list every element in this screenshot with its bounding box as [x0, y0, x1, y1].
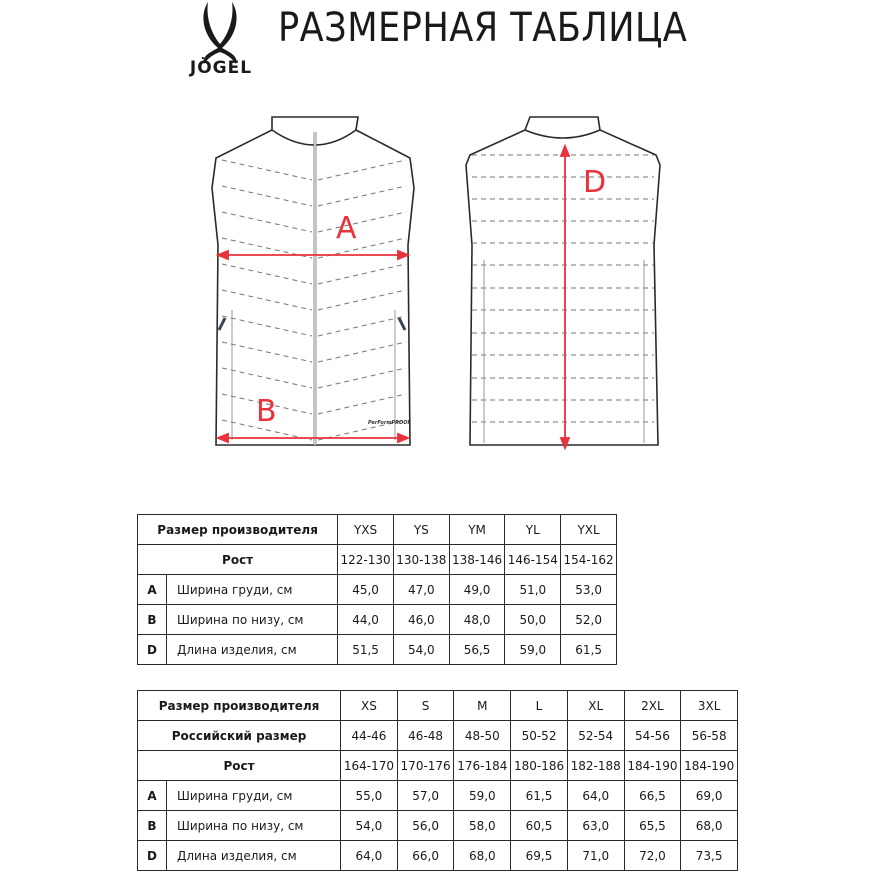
measure-code: D	[138, 635, 167, 665]
table-row	[138, 635, 617, 665]
measure-code: B	[138, 811, 167, 841]
value-cell: 66,0	[397, 841, 454, 871]
height-cell: 164-170	[341, 751, 398, 781]
value-cell: 61,5	[561, 635, 617, 665]
value-cell: 72,0	[624, 841, 681, 871]
measure-code: A	[138, 575, 167, 605]
value-cell: 44,0	[338, 605, 394, 635]
size-cell: YL	[505, 515, 561, 545]
value-cell: 64,0	[341, 841, 398, 871]
size-cell: YXS	[338, 515, 394, 545]
ru-size-cell: 52-54	[567, 721, 624, 751]
value-cell: 59,0	[505, 635, 561, 665]
value-cell: 69,0	[681, 781, 738, 811]
value-cell: 60,5	[511, 811, 568, 841]
value-cell: 56,5	[449, 635, 505, 665]
measure-code: B	[138, 605, 167, 635]
height-cell: 184-190	[681, 751, 738, 781]
ru-size-cell: 56-58	[681, 721, 738, 751]
value-cell: 63,0	[567, 811, 624, 841]
table-row	[138, 691, 738, 721]
measure-code: D	[138, 841, 167, 871]
height-cell: 182-188	[567, 751, 624, 781]
size-cell: S	[397, 691, 454, 721]
value-cell: 69,5	[511, 841, 568, 871]
value-cell: 66,5	[624, 781, 681, 811]
value-cell: 54,0	[393, 635, 449, 665]
size-cell: XS	[341, 691, 398, 721]
height-cell: 122-130	[338, 545, 394, 575]
brand-wordmark: JÖGEL	[189, 58, 253, 78]
table-row	[138, 545, 617, 575]
size-cell: XL	[567, 691, 624, 721]
measure-label: Ширина груди, см	[167, 781, 341, 811]
header-label: Размер производителя	[138, 515, 338, 545]
ru-size-cell: 54-56	[624, 721, 681, 751]
table-row	[138, 515, 617, 545]
height-cell: 146-154	[505, 545, 561, 575]
value-cell: 68,0	[681, 811, 738, 841]
youth-size-table	[137, 514, 617, 665]
ru-size-cell: 44-46	[341, 721, 398, 751]
measure-code: A	[138, 781, 167, 811]
measure-label: Длина изделия, см	[167, 635, 338, 665]
label-b: B	[256, 394, 277, 429]
table-row	[138, 575, 617, 605]
vest-diagram	[0, 100, 875, 470]
ru-size-label: Российский размер	[138, 721, 341, 751]
value-cell: 51,5	[338, 635, 394, 665]
value-cell: 47,0	[393, 575, 449, 605]
height-cell: 138-146	[449, 545, 505, 575]
adult-size-table	[137, 690, 738, 871]
ru-size-cell: 46-48	[397, 721, 454, 751]
measure-label: Длина изделия, см	[167, 841, 341, 871]
table-row	[138, 605, 617, 635]
measure-label: Ширина по низу, см	[167, 811, 341, 841]
value-cell: 58,0	[454, 811, 511, 841]
value-cell: 45,0	[338, 575, 394, 605]
ru-size-cell: 48-50	[454, 721, 511, 751]
vest-back	[466, 117, 660, 445]
value-cell: 51,0	[505, 575, 561, 605]
label-d: D	[583, 165, 607, 200]
svg-text:PerFormPROOF: PerFormPROOF	[368, 420, 411, 426]
table-row	[138, 751, 738, 781]
table-row	[138, 781, 738, 811]
size-cell: YM	[449, 515, 505, 545]
table-row	[138, 811, 738, 841]
value-cell: 65,5	[624, 811, 681, 841]
page-title: РАЗМЕРНАЯ ТАБЛИЦА	[278, 5, 688, 51]
height-cell: 180-186	[511, 751, 568, 781]
measure-label: Ширина по низу, см	[167, 605, 338, 635]
value-cell: 56,0	[397, 811, 454, 841]
value-cell: 73,5	[681, 841, 738, 871]
height-cell: 176-184	[454, 751, 511, 781]
ru-size-cell: 50-52	[511, 721, 568, 751]
value-cell: 52,0	[561, 605, 617, 635]
height-cell: 130-138	[393, 545, 449, 575]
value-cell: 61,5	[511, 781, 568, 811]
value-cell: 53,0	[561, 575, 617, 605]
size-cell: YXL	[561, 515, 617, 545]
header-label: Размер производителя	[138, 691, 341, 721]
value-cell: 48,0	[449, 605, 505, 635]
value-cell: 59,0	[454, 781, 511, 811]
height-label: Рост	[138, 545, 338, 575]
value-cell: 49,0	[449, 575, 505, 605]
value-cell: 64,0	[567, 781, 624, 811]
size-cell: 2XL	[624, 691, 681, 721]
height-cell: 170-176	[397, 751, 454, 781]
table-row	[138, 721, 738, 751]
value-cell: 68,0	[454, 841, 511, 871]
value-cell: 57,0	[397, 781, 454, 811]
value-cell: 46,0	[393, 605, 449, 635]
table-row	[138, 841, 738, 871]
value-cell: 55,0	[341, 781, 398, 811]
vest-front	[212, 117, 414, 445]
value-cell: 54,0	[341, 811, 398, 841]
value-cell: 50,0	[505, 605, 561, 635]
label-a: A	[336, 211, 357, 246]
measure-label: Ширина груди, см	[167, 575, 338, 605]
height-cell: 154-162	[561, 545, 617, 575]
size-cell: L	[511, 691, 568, 721]
size-cell: M	[454, 691, 511, 721]
height-cell: 184-190	[624, 751, 681, 781]
size-cell: YS	[393, 515, 449, 545]
value-cell: 71,0	[567, 841, 624, 871]
size-cell: 3XL	[681, 691, 738, 721]
height-label: Рост	[138, 751, 341, 781]
